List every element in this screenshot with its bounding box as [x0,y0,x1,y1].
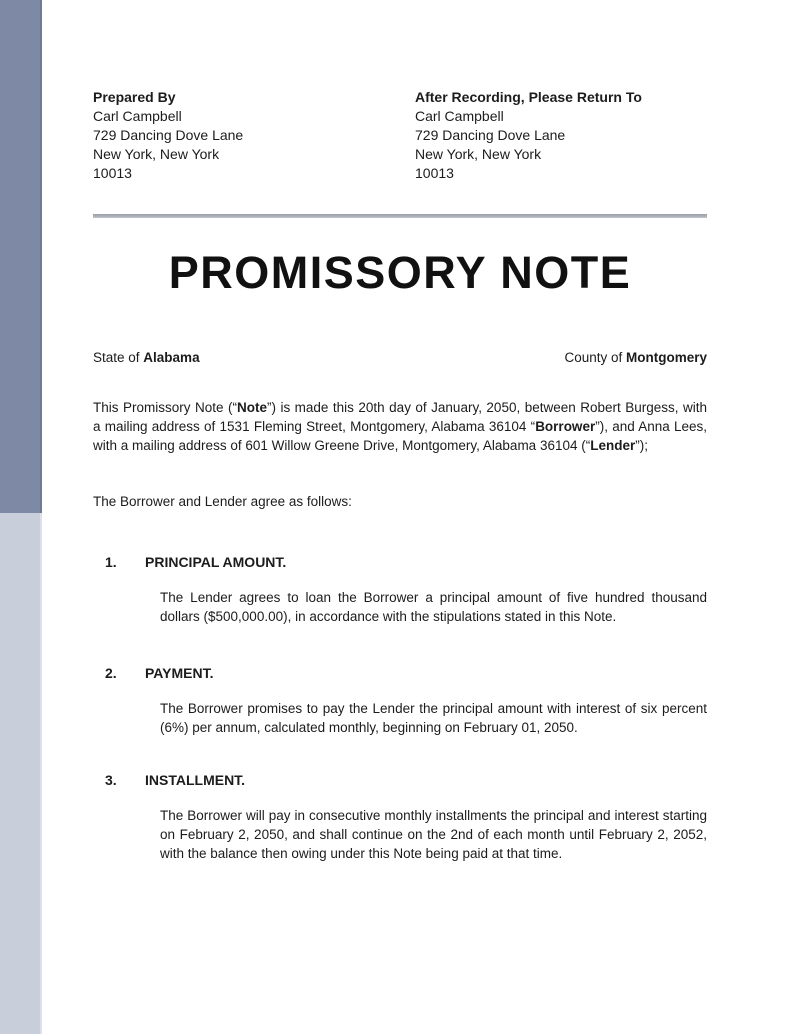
address-line: 729 Dancing Dove Lane [93,127,244,143]
state-line [93,348,200,367]
state-prefix: State of [93,350,144,365]
section-body: The Borrower will pay in consecutive monthly installments the principal and interest starting on February 2, 2050, and shall continue on the 2nd of each month until February 2, 2052, with the balance then owing under this Note being paid at that time. [160,808,707,861]
section-principal-amount [93,553,707,626]
address-line: 10013 [415,165,454,181]
document-title: PROMISSORY NOTE [168,247,632,298]
jurisdiction-row [93,348,707,367]
sidebar-accent-bottom [0,513,42,1034]
page-accent-sidebar [0,0,43,1034]
county-prefix: County of [564,350,626,365]
agreement-lead-line: The Borrower and Lender agree as follows: [93,494,352,509]
prepared-by-block [93,88,415,183]
address-line: New York, New York [415,146,542,162]
county-line [564,348,707,367]
section-body: The Borrower promises to pay the Lender the principal amount with interest of six percent (6%) per annum, calculated monthly, beginning on February 01, 2050. [160,701,707,735]
intro-segment: ”); [635,438,648,453]
intro-term-lender: Lender [590,438,636,453]
address-line: 729 Dancing Dove Lane [415,127,566,143]
state-value: Alabama [143,350,200,365]
intro-segment: This Promissory Note (“ [93,400,237,415]
section-heading-row [93,553,707,572]
section-number: 1. [105,554,117,570]
intro-term-note: Note [236,400,267,415]
prepared-by-label: Prepared By [93,89,176,105]
address-line: 10013 [93,165,132,181]
address-line: New York, New York [93,146,220,162]
address-line: Carl Campbell [415,108,504,124]
section-payment [93,664,707,737]
county-value: Montgomery [626,350,707,365]
section-heading-row [93,771,707,790]
section-installment [93,771,707,863]
section-heading-row [93,664,707,683]
address-line: Carl Campbell [93,108,182,124]
return-to-label: After Recording, Please Return To [415,89,642,105]
section-heading: PAYMENT. [145,665,214,681]
document-content [93,0,707,863]
section-number: 3. [105,772,117,788]
intro-segment: ”) is made this 20th day of January, 2050, between Robert Burgess, with a mailing address of 1531 Fleming Street, Montgomery, Alabama 36104 “ [93,400,707,434]
section-heading: PRINCIPAL AMOUNT. [145,554,287,570]
intro-term-borrower: Borrower [535,419,596,434]
sidebar-accent-top [0,0,42,513]
section-body: The Lender agrees to loan the Borrower a principal amount of five hundred thousand dollars ($500,000.00), in accordance with the stipulations stated in this Note. [160,590,707,624]
intro-paragraph [93,398,707,455]
return-to-block [415,88,707,183]
intro-segment: ”), and Anna Lees, with a mailing address of 601 Willow Greene Drive, Montgomery, Alabama 36104 (“ [93,419,708,453]
section-number: 2. [105,665,117,681]
recording-header [93,88,707,183]
section-heading: INSTALLMENT. [145,772,246,788]
header-divider [93,214,707,218]
